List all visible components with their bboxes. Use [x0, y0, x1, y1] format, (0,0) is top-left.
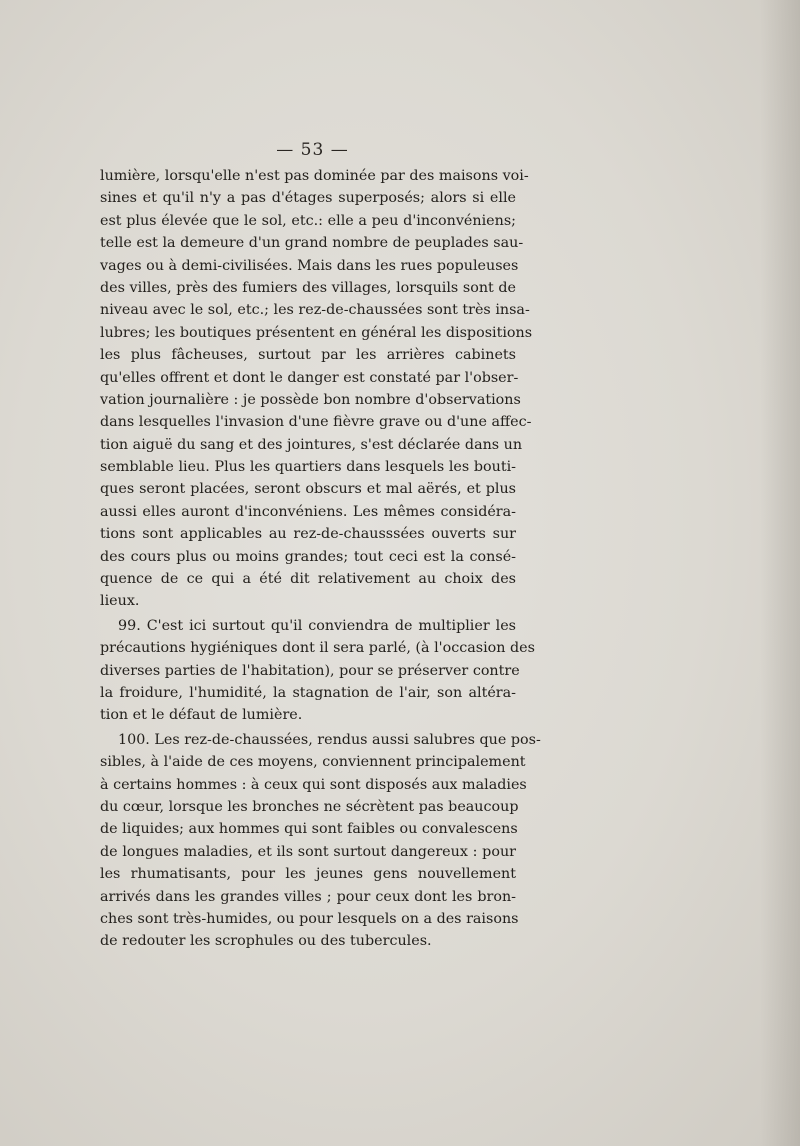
- text-line: vation journalière : je possède bon nombre d'observations: [100, 391, 521, 408]
- text-line: niveau avec le sol, etc.; les rez-de-chaussées sont très insa-: [100, 302, 530, 319]
- text-line: qu'elles offrent et dont le danger est constaté par l'obser-: [100, 369, 519, 386]
- text-line: semblable lieu. Plus les quartiers dans lesquels les bouti-: [100, 459, 516, 476]
- paragraph-100: [100, 729, 541, 953]
- text-line: est plus élevée que le sol, etc.: elle a peu d'inconvéniens;: [100, 212, 516, 229]
- text-line: des villes, près des fumiers des villages, lorsquils sont de: [100, 279, 516, 296]
- paragraph-99: [100, 615, 535, 727]
- text-line: à certains hommes : à ceux qui sont disposés aux maladies: [100, 776, 527, 793]
- text-line: du cœur, lorsque les bronches ne sécrètent pas beaucoup: [100, 798, 519, 815]
- text-line: telle est la demeure d'un grand nombre de peuplades sau-: [100, 235, 524, 252]
- text-line: des cours plus ou moins grandes; tout ceci est la consé-: [100, 548, 516, 565]
- page-number: — 53 —: [276, 140, 349, 160]
- body-text: [100, 165, 541, 953]
- text-line: sibles, à l'aide de ces moyens, conviennent principalement: [100, 754, 526, 771]
- text-line: diverses parties de l'habitation), pour se préserver contre: [100, 662, 520, 679]
- text-line: tion et le défaut de lumière.: [100, 707, 303, 724]
- text-line: tion aiguë du sang et des jointures, s'est déclarée dans un: [100, 436, 523, 453]
- text-line: vages ou à demi-civilisées. Mais dans les rues populeuses: [100, 257, 519, 274]
- text-line: lumière, lorsqu'elle n'est pas dominée par des maisons voi-: [100, 168, 529, 184]
- text-line: lubres; les boutiques présentent en général les dispositions: [100, 324, 533, 341]
- text-line: ques seront placées, seront obscurs et mal aërés, et plus: [100, 481, 516, 498]
- text-line: précautions hygiéniques dont il sera parlé, (à l'occasion des: [100, 640, 535, 657]
- text-line: 99. C'est ici surtout qu'il conviendra de multiplier les: [118, 617, 516, 634]
- text-line: les plus fâcheuses, surtout par les arrières cabinets: [100, 347, 516, 364]
- text-line: ches sont très-humides, ou pour lesquels on a des raisons: [100, 910, 519, 927]
- paragraph-1: [100, 165, 533, 613]
- text-line: quence de ce qui a été dit relativement au choix des: [100, 571, 516, 588]
- text-line: de redouter les scrophules ou des tubercules.: [100, 933, 432, 950]
- text-line: aussi elles auront d'inconvéniens. Les mêmes considéra-: [100, 503, 516, 520]
- text-line: de liquides; aux hommes qui sont faibles ou convalescens: [100, 821, 518, 838]
- text-line: arrivés dans les grandes villes ; pour ceux dont les bron-: [100, 888, 516, 905]
- text-line: lieux.: [100, 593, 140, 610]
- text-line: les rhumatisants, pour les jeunes gens nouvellement: [100, 866, 516, 883]
- text-line: de longues maladies, et ils sont surtout dangereux : pour: [100, 843, 516, 860]
- text-line: 100. Les rez-de-chaussées, rendus aussi salubres que pos-: [118, 731, 541, 748]
- text-line: la froidure, l'humidité, la stagnation de l'air, son altéra-: [100, 684, 516, 701]
- text-line: sines et qu'il n'y a pas d'étages superposés; alors si elle: [100, 190, 516, 207]
- text-line: dans lesquelles l'invasion d'une fièvre grave ou d'une affec-: [100, 414, 532, 431]
- text-line: tions sont applicables au rez-de-chausssées ouverts sur: [100, 526, 516, 543]
